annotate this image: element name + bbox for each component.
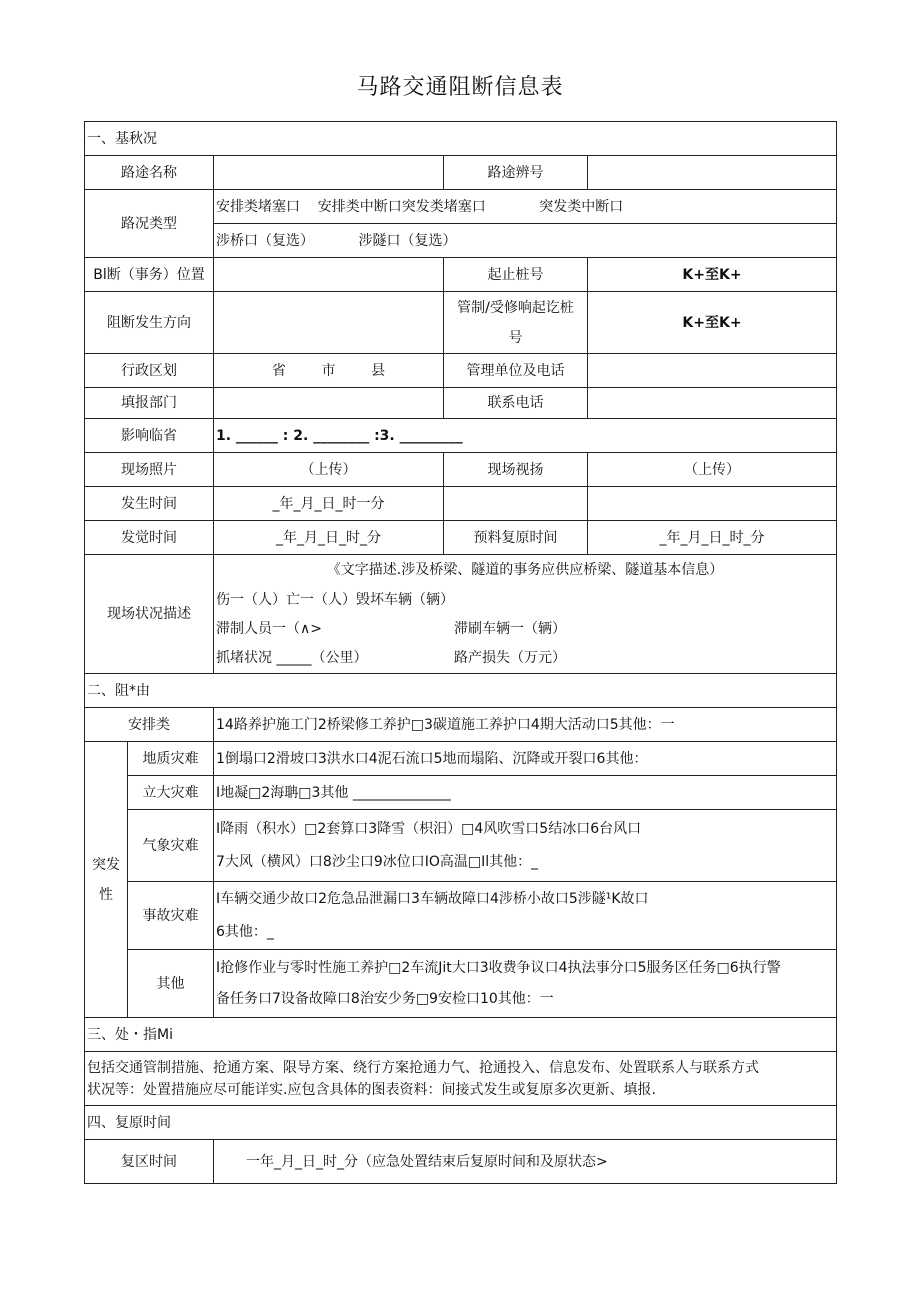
- discover-value[interactable]: _年_月_日_时_分: [214, 521, 444, 555]
- road-name-label: 路途名称: [85, 156, 214, 190]
- occur-value[interactable]: _年_月_日_时一分: [214, 487, 444, 521]
- mgmt-field[interactable]: [588, 354, 837, 388]
- scene-line-4a: 抓堵状况 _____（公里）: [216, 650, 368, 666]
- scene-line-2: 伤一（人）亡一（人）毁坏车辆（辆）: [216, 592, 454, 608]
- handling-line-2: 状况等：处置措施应尽可能详实.应包含具体的图表资料：间接式发生或复原多次更新、填报.: [87, 1081, 656, 1098]
- discover-label: 发觉时间: [85, 521, 214, 555]
- sudden-category: [85, 742, 128, 1018]
- fire-label: 立大灾难: [128, 776, 214, 810]
- geo-value[interactable]: 1倒塌口2滑坡口3洪水口4泥石流口5地而塌陷、沉降或开裂口6其他：: [214, 742, 837, 776]
- scene-description[interactable]: [214, 555, 837, 674]
- location-field[interactable]: [214, 258, 444, 292]
- location-label: Bl断（事务）位置: [85, 258, 214, 292]
- control-stake-label-2: 号: [508, 329, 523, 346]
- page-title: 马路交通阻断信息表: [356, 75, 564, 100]
- other-line-2: 备任务口7设备故障口8治安少务□9安检口10其他：一: [216, 990, 554, 1007]
- scene-line-4b: 路产损失（万元）: [454, 650, 566, 666]
- geo-label: 地质灾难: [128, 742, 214, 776]
- fire-value[interactable]: I地凝□2海聃□3其他 ______________: [214, 776, 837, 810]
- occur-label: 发生时间: [85, 487, 214, 521]
- control-stake-label-1: 管制/受修响起讫桩: [457, 299, 574, 316]
- contact-field[interactable]: [588, 388, 837, 419]
- video-upload[interactable]: （上传）: [588, 453, 837, 487]
- stake-value[interactable]: K+至K+: [588, 258, 837, 292]
- road-type-options-extra[interactable]: 涉桥口（复选） 涉隧口（复选）: [214, 224, 837, 258]
- accident-line-1: I车辆交通少故口2危急品泄漏口3车辆故障口4涉桥小故口5涉隧¹K故口: [216, 890, 649, 907]
- weather-line-2: 7大风（横风）口8沙尘口9冰位口IO高温□Il其他：_: [216, 853, 539, 870]
- scene-line-3b: 滞刷车辆一（辆）: [454, 621, 566, 637]
- admin-label: 行政区划: [85, 354, 214, 388]
- photo-label: 现场照片: [85, 453, 214, 487]
- accident-label: 事故灾难: [128, 882, 214, 950]
- direction-field[interactable]: [214, 292, 444, 354]
- road-code-label: 路途辨号: [444, 156, 588, 190]
- scene-line-3a: 滞制人员一（∧>: [216, 621, 322, 637]
- control-stake-value[interactable]: K+至K+: [588, 292, 837, 354]
- accident-value[interactable]: [214, 882, 837, 950]
- direction-label: 阻断发生方向: [85, 292, 214, 354]
- mgmt-label: 管理单位及电话: [444, 354, 588, 388]
- occur-extra-value: [588, 487, 837, 521]
- weather-line-1: I降雨（积水）□2套算口3降雪（枳汨）□4风吹雪口5结冰口6台风口: [216, 820, 642, 837]
- road-type-label: 路况类型: [85, 190, 214, 258]
- restore-label: 复区时间: [85, 1140, 214, 1184]
- section-3-heading: 三、处・指Mi: [85, 1018, 837, 1052]
- other-label: 其他: [128, 950, 214, 1018]
- road-type-options[interactable]: 安排类堵塞口 安排类中断口突发类堵塞口 突发类中断口: [214, 190, 837, 224]
- other-value[interactable]: [214, 950, 837, 1018]
- expect-label: 预料复原时间: [444, 521, 588, 555]
- dept-label: 填报部门: [85, 388, 214, 419]
- stake-label: 起止桩号: [444, 258, 588, 292]
- scene-line-1: 《文字描述.涉及桥梁、隧道的事务应供应桥梁、隧道基本信息）: [326, 562, 724, 578]
- other-line-1: I抢修作业与零时性施工养护□2车流Jit大口3收费争议口4执法事分口5服务区任务□6执行警: [216, 959, 781, 976]
- handling-line-1: 包括交通管制措施、抢通方案、限导方案、绕行方案抢通力气、抢通投入、信息发布、处置联系人与联系方式: [87, 1059, 759, 1076]
- expect-value[interactable]: _年_月_日_时_分: [588, 521, 837, 555]
- occur-extra: [444, 487, 588, 521]
- planned-label: 安排类: [85, 708, 214, 742]
- section-2-heading: 二、阻*由: [85, 674, 837, 708]
- affect-label: 影响临省: [85, 419, 214, 453]
- road-name-field[interactable]: [214, 156, 444, 190]
- admin-value[interactable]: 省 市 县: [214, 354, 444, 388]
- dept-field[interactable]: [214, 388, 444, 419]
- weather-value[interactable]: [214, 810, 837, 882]
- road-code-field[interactable]: [588, 156, 837, 190]
- sudden-label-1: 突发: [92, 856, 120, 873]
- planned-value[interactable]: 14路养护施工门2桥梁修工养护□3碳道施工养护口4期大活动口5其他：一: [214, 708, 837, 742]
- weather-label: 气象灾难: [128, 810, 214, 882]
- handling-description[interactable]: [85, 1052, 837, 1106]
- sudden-label-2: 性: [99, 886, 113, 903]
- affect-value[interactable]: 1. ______ : 2. ________ :3. _________: [214, 419, 837, 453]
- contact-label: 联系电话: [444, 388, 588, 419]
- info-table: [84, 121, 837, 1184]
- video-label: 现场视扬: [444, 453, 588, 487]
- section-1-heading: 一、基秋况: [85, 122, 837, 156]
- scene-label: 现场状况描述: [85, 555, 214, 674]
- photo-upload[interactable]: （上传）: [214, 453, 444, 487]
- restore-value[interactable]: 一年_月_日_时_分（应急处置结束后复原时间和及原状态>: [214, 1140, 837, 1184]
- accident-line-2: 6其他：_: [216, 923, 274, 940]
- section-4-heading: 四、复原时间: [85, 1106, 837, 1140]
